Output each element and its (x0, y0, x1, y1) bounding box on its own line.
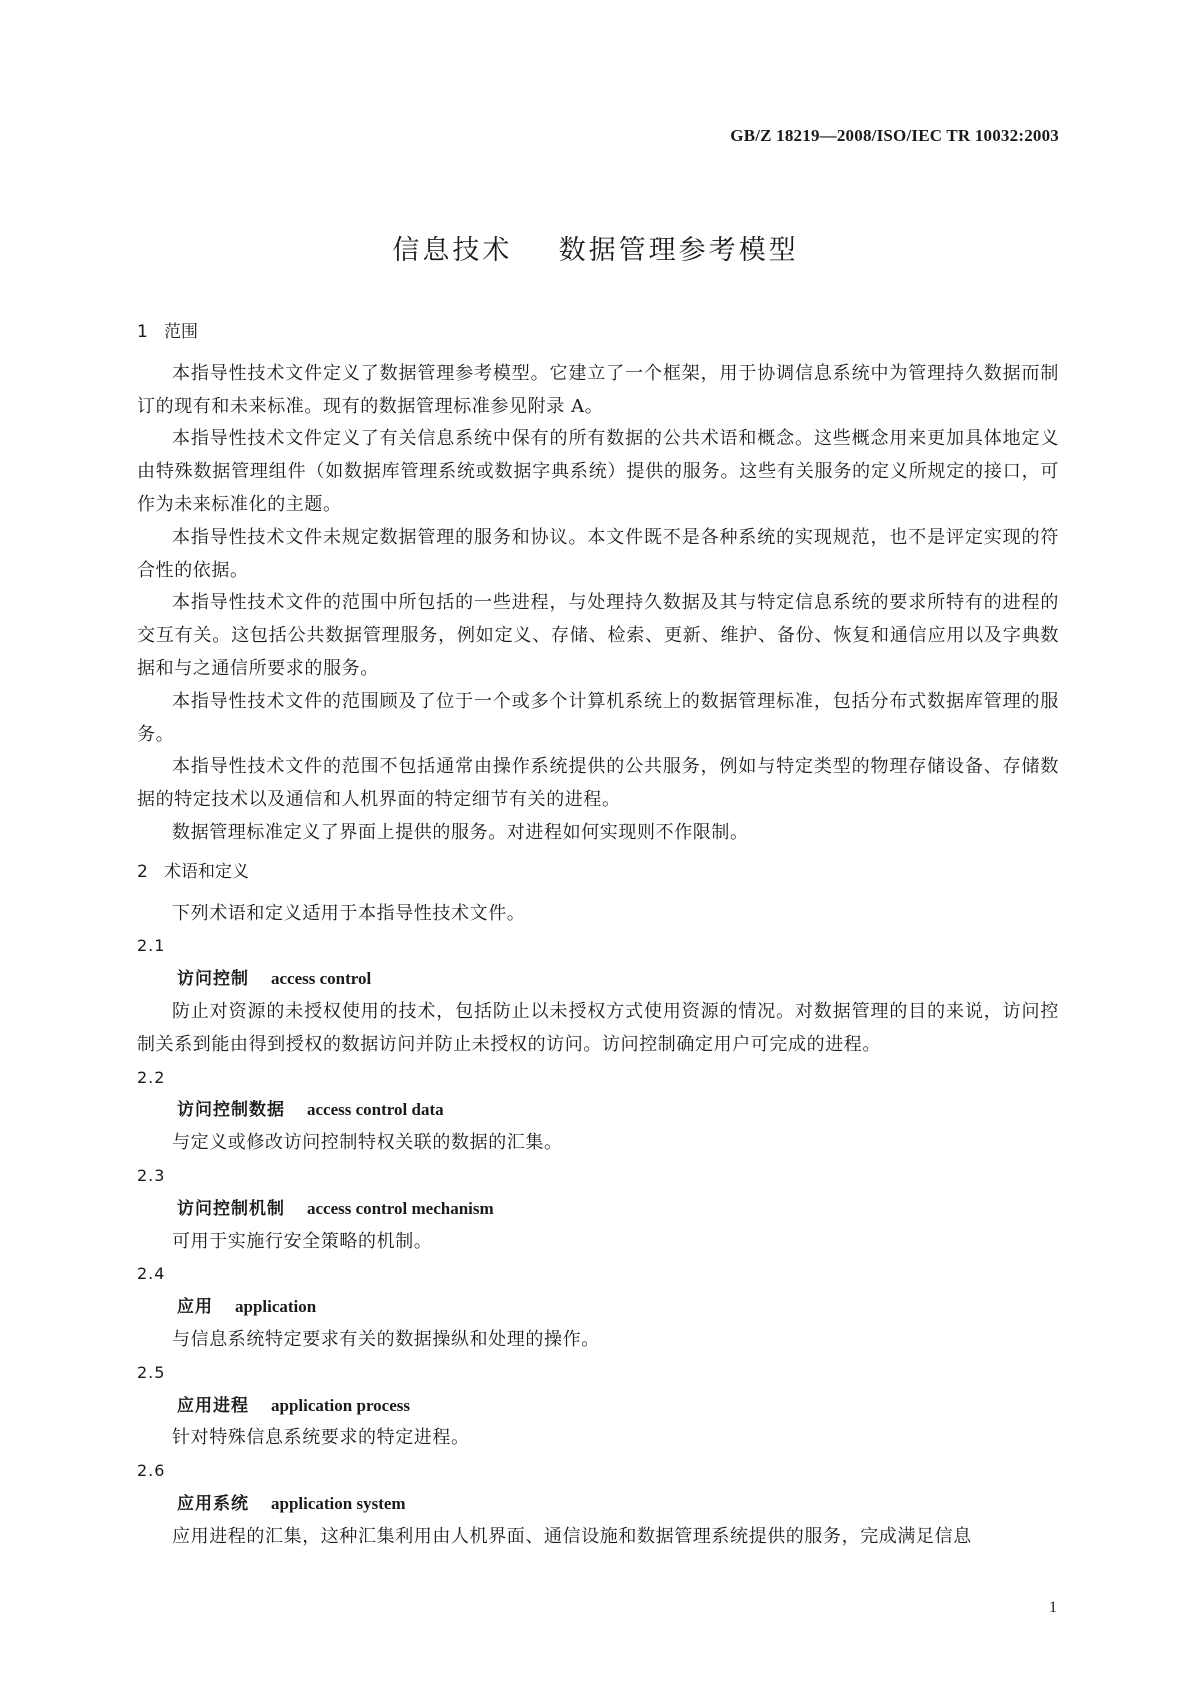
term-name (137, 1094, 1059, 1127)
term-chinese: 访问控制机制 (177, 1198, 285, 1219)
term-number: 2.1 (137, 936, 166, 956)
page-number: 1 (1049, 1599, 1057, 1616)
page-title: 信息技术 数据管理参考模型 (392, 235, 799, 266)
scope-paragraph: 本指导性技术文件未规定数据管理的服务和协议。本文件既不是各种系统的实现规范，也不是评定实现的符合性的依据。 (137, 526, 1059, 581)
term-chinese: 访问控制数据 (177, 1100, 285, 1121)
scope-paragraph: 本指导性技术文件定义了数据管理参考模型。它建立了一个框架，用于协调信息系统中为管理持久数据而制订的现有和未来标准。现有的数据管理标准参见附录 A。 (137, 362, 1059, 417)
term-chinese: 访问控制 (177, 969, 249, 990)
term-entry (137, 1357, 1059, 1455)
term-english: access control data (307, 1100, 444, 1120)
term-chinese: 应用 (177, 1297, 213, 1318)
term-number: 2.6 (137, 1461, 166, 1481)
scope-paragraph: 本指导性技术文件定义了有关信息系统中保有的所有数据的公共术语和概念。这些概念用来更加具体地定义由特殊数据管理组件（如数据库管理系统或数据字典系统）提供的服务。这些有关服务的定义所规定的接口，可作为未来标准化的主题。 (137, 428, 1059, 515)
scope-paragraph: 数据管理标准定义了界面上提供的服务。对进程如何实现则不作限制。 (172, 821, 749, 843)
term-name (137, 1291, 1059, 1324)
term-entry (137, 1455, 1059, 1553)
term-number: 2.4 (137, 1264, 166, 1284)
term-name (137, 1193, 1059, 1226)
term-entry (137, 1160, 1059, 1258)
term-definition: 与定义或修改访问控制特权关联的数据的汇集。 (172, 1132, 563, 1154)
scope-paragraph: 本指导性技术文件的范围不包括通常由操作系统提供的公共服务，例如与特定类型的物理存储设备、存储数据的特定技术以及通信和人机界面的特定细节有关的进程。 (137, 756, 1059, 811)
standard-code-header: GB/Z 18219—2008/ISO/IEC TR 10032:2003 (730, 126, 1059, 145)
term-name (137, 1488, 1059, 1521)
term-number: 2.2 (137, 1067, 166, 1087)
scope-paragraph: 本指导性技术文件的范围顾及了位于一个或多个计算机系统上的数据管理标准，包括分布式数据库管理的服务。 (137, 690, 1059, 745)
section-heading-scope: 1 范围 (137, 322, 199, 342)
document-body (137, 316, 1059, 1553)
term-english: application system (271, 1493, 406, 1513)
term-english: application process (271, 1395, 411, 1415)
terms-intro: 下列术语和定义适用于本指导性技术文件。 (172, 902, 526, 924)
term-english: access control (271, 969, 372, 989)
term-english: application (235, 1297, 317, 1317)
term-entry (137, 1062, 1059, 1160)
term-name (137, 963, 1059, 996)
term-definition: 针对特殊信息系统要求的特定进程。 (172, 1427, 470, 1449)
section-heading-terms: 2 术语和定义 (137, 861, 250, 882)
term-name (137, 1390, 1059, 1423)
term-number: 2.3 (137, 1165, 166, 1185)
term-chinese: 应用系统 (177, 1493, 249, 1514)
term-chinese: 应用进程 (177, 1395, 249, 1416)
term-definition: 可用于实施行安全策略的机制。 (172, 1230, 433, 1252)
scope-paragraph: 本指导性技术文件的范围中所包括的一些进程，与处理持久数据及其与特定信息系统的要求所特有的进程的交互有关。这包括公共数据管理服务，例如定义、存储、检索、更新、维护、备份、恢复和通信应用以及字典数据和与之通信所要求的服务。 (137, 592, 1059, 679)
term-definition: 与信息系统特定要求有关的数据操纵和处理的操作。 (172, 1328, 600, 1350)
term-entry (137, 1258, 1059, 1356)
term-english: access control mechanism (307, 1198, 494, 1218)
term-definition: 防止对资源的未授权使用的技术，包括防止以未授权方式使用资源的情况。对数据管理的目的来说，访问控制关系到能由得到授权的数据访问并防止未授权的访问。访问控制确定用户可完成的进程。 (137, 1000, 1059, 1055)
term-entry (137, 930, 1059, 1061)
term-definition: 应用进程的汇集，这种汇集利用由人机界面、通信设施和数据管理系统提供的服务，完成满足信息 (172, 1525, 972, 1547)
term-number: 2.5 (137, 1362, 166, 1382)
